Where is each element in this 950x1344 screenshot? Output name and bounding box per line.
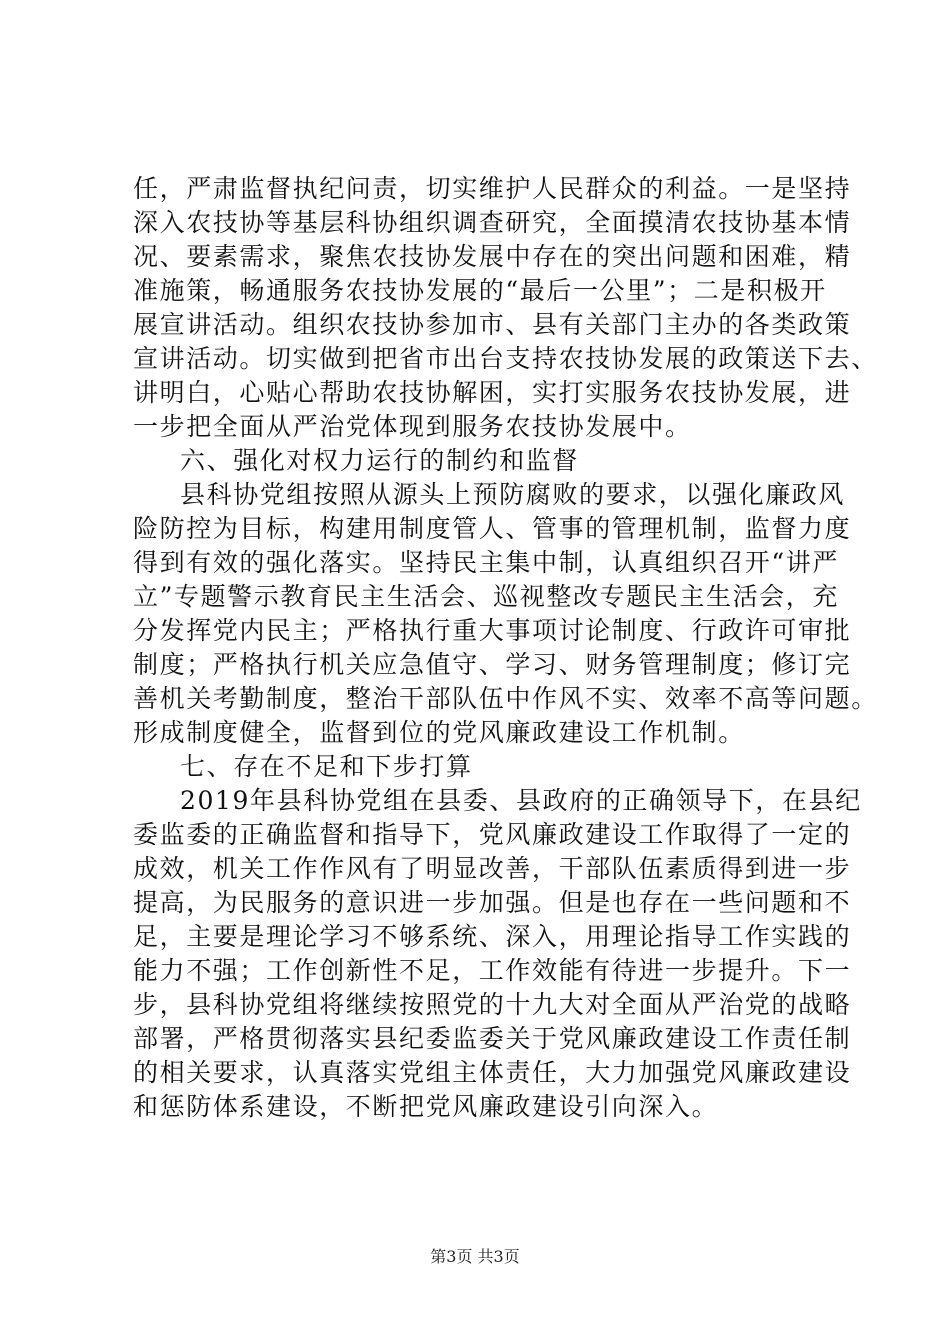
text-line: 县科协党组按照从源头上预防腐败的要求，以强化廉政风 <box>180 480 846 509</box>
text-line: 深入农技协等基层科协组织调查研究，全面摸清农技协基本情 <box>133 208 852 237</box>
text-line: 一步把全面从严治党体现到服务农技协发展中。 <box>133 412 692 441</box>
text-line: 部署，严格贯彻落实县纪委监委关于党风廉政建设工作责任制 <box>133 1024 852 1053</box>
text-line: 足，主要是理论学习不够系统、深入，用理论指导工作实践的 <box>133 922 852 951</box>
page-footer: 第3页 共3页 <box>430 1247 520 1266</box>
text-line: 立”专题警示教育民主生活会、巡视整改专题民主生活会，充 <box>133 582 839 611</box>
text-line: 形成制度健全，监督到位的党风廉政建设工作机制。 <box>133 718 745 747</box>
text-line: 准施策，畅通服务农技协发展的“最后一公里”；二是积极开 <box>133 276 827 305</box>
text-line: 成效，机关工作作风有了明显改善，干部队伍素质得到进一步 <box>133 854 852 883</box>
text-line: 分发挥党内民主；严格执行重大事项讨论制度、行政许可审批 <box>133 616 852 645</box>
text-line: 讲明白，心贴心帮助农技协解困，实打实服务农技协发展，进 <box>133 378 852 407</box>
text-line: 宣讲活动。切实做到把省市出台支持农技协发展的政策送下去、 <box>133 344 878 373</box>
text-line: 2019年县科协党组在县委、县政府的正确领导下，在县纪 <box>180 786 862 815</box>
text-line: 况、要素需求，聚焦农技协发展中存在的突出问题和困难，精 <box>133 242 852 271</box>
text-line: 任，严肃监督执纪问责，切实维护人民群众的利益。一是坚持 <box>133 174 852 203</box>
text-line: 得到有效的强化落实。坚持民主集中制，认真组织召开“讲严 <box>133 548 839 577</box>
text-line: 能力不强；工作创新性不足，工作效能有待进一步提升。下一 <box>133 956 852 985</box>
text-line: 提高，为民服务的意识进一步加强。但是也存在一些问题和不 <box>133 888 852 917</box>
text-line: 展宣讲活动。组织农技协参加市、县有关部门主办的各类政策 <box>133 310 852 339</box>
text-line: 险防控为目标，构建用制度管人、管事的管理机制，监督力度 <box>133 514 852 543</box>
text-line: 步，县科协党组将继续按照党的十九大对全面从严治党的战略 <box>133 990 852 1019</box>
text-line: 善机关考勤制度，整治干部队伍中作风不实、效率不高等问题。 <box>133 684 878 713</box>
text-line: 和惩防体系建设，不断把党风廉政建设引向深入。 <box>133 1092 719 1121</box>
text-line: 制度；严格执行机关应急值守、学习、财务管理制度；修订完 <box>133 650 852 679</box>
section-heading: 六、强化对权力运行的制约和监督 <box>180 446 580 475</box>
section-heading: 七、存在不足和下步打算 <box>180 752 473 781</box>
text-line: 的相关要求，认真落实党组主体责任，大力加强党风廉政建设 <box>133 1058 852 1087</box>
text-line: 委监委的正确监督和指导下，党风廉政建设工作取得了一定的 <box>133 820 852 849</box>
